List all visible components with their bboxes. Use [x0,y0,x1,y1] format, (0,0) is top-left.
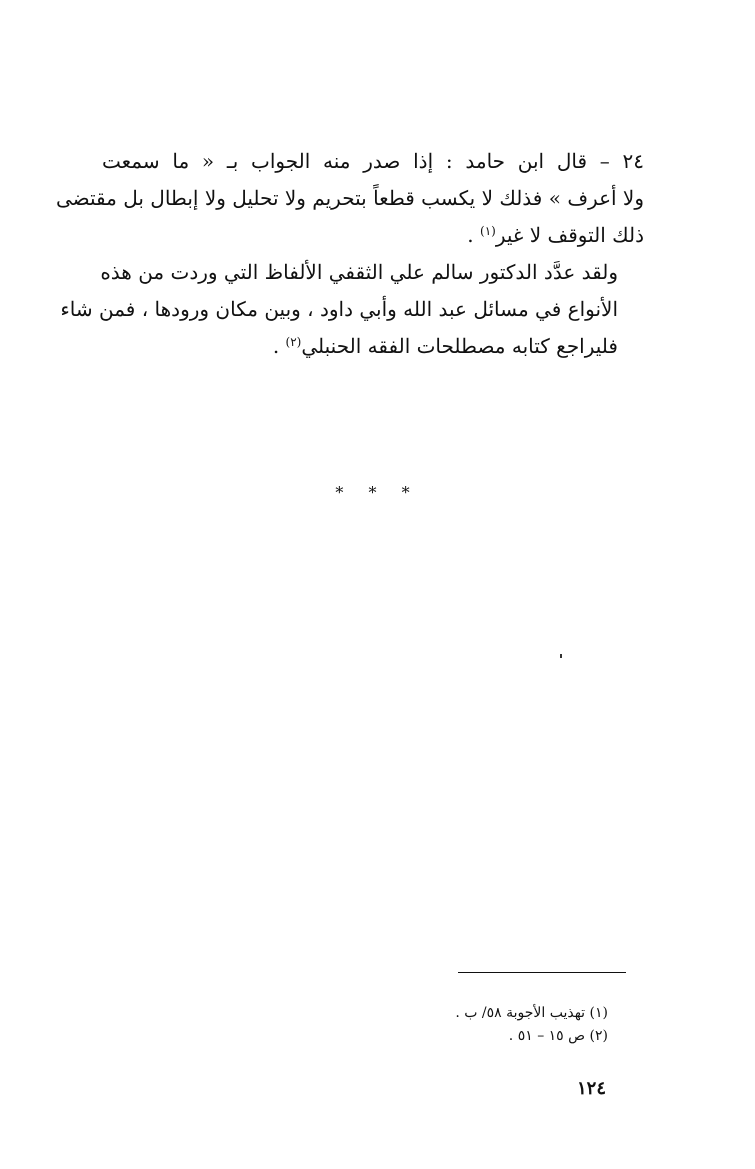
footnote-ref-1: (١) [480,224,496,238]
paragraph-terms [60,254,644,365]
line-text: فليراجع كتابه مصطلحات الفقه الحنبلي [301,334,618,358]
section-separator: * * * [335,483,420,502]
footnote-ref-2: (٢) [285,335,302,349]
line-text: ذلك التوقف لا غير [495,223,644,247]
paragraph-line: الأنواع في مسائل عبد الله وأبي داود ، وبين مكان ورودها ، فمن شاء [60,297,618,321]
paragraph-line [102,217,644,254]
paragraph-line: ولا أعرف » فذلك لا يكسب قطعاً بتحريم ولا تحليل ولا إبطال بل مقتضى [56,186,644,210]
footnote-2: (٢) ص ١٥ – ٥١ . [508,1028,608,1044]
footnotes [380,1002,608,1048]
page-number: ١٢٤ [576,1078,606,1099]
footnote-1: (١) تهذيب الأجوبة ٥٨/ ب . [455,1005,608,1021]
footnote-divider [458,972,626,973]
paragraph-line [102,328,644,365]
line-end: . [272,334,286,358]
paragraph-line: ٢٤ – قال ابن حامد : إذا صدر منه الجواب بـ « ما سمعت [102,149,644,173]
print-speck [560,654,562,658]
paragraph-line: ولقد عدَّد الدكتور سالم علي الثقفي الألفاظ التي وردت من هذه [100,260,618,284]
paragraph-24 [56,143,644,254]
line-end: . [467,223,481,247]
